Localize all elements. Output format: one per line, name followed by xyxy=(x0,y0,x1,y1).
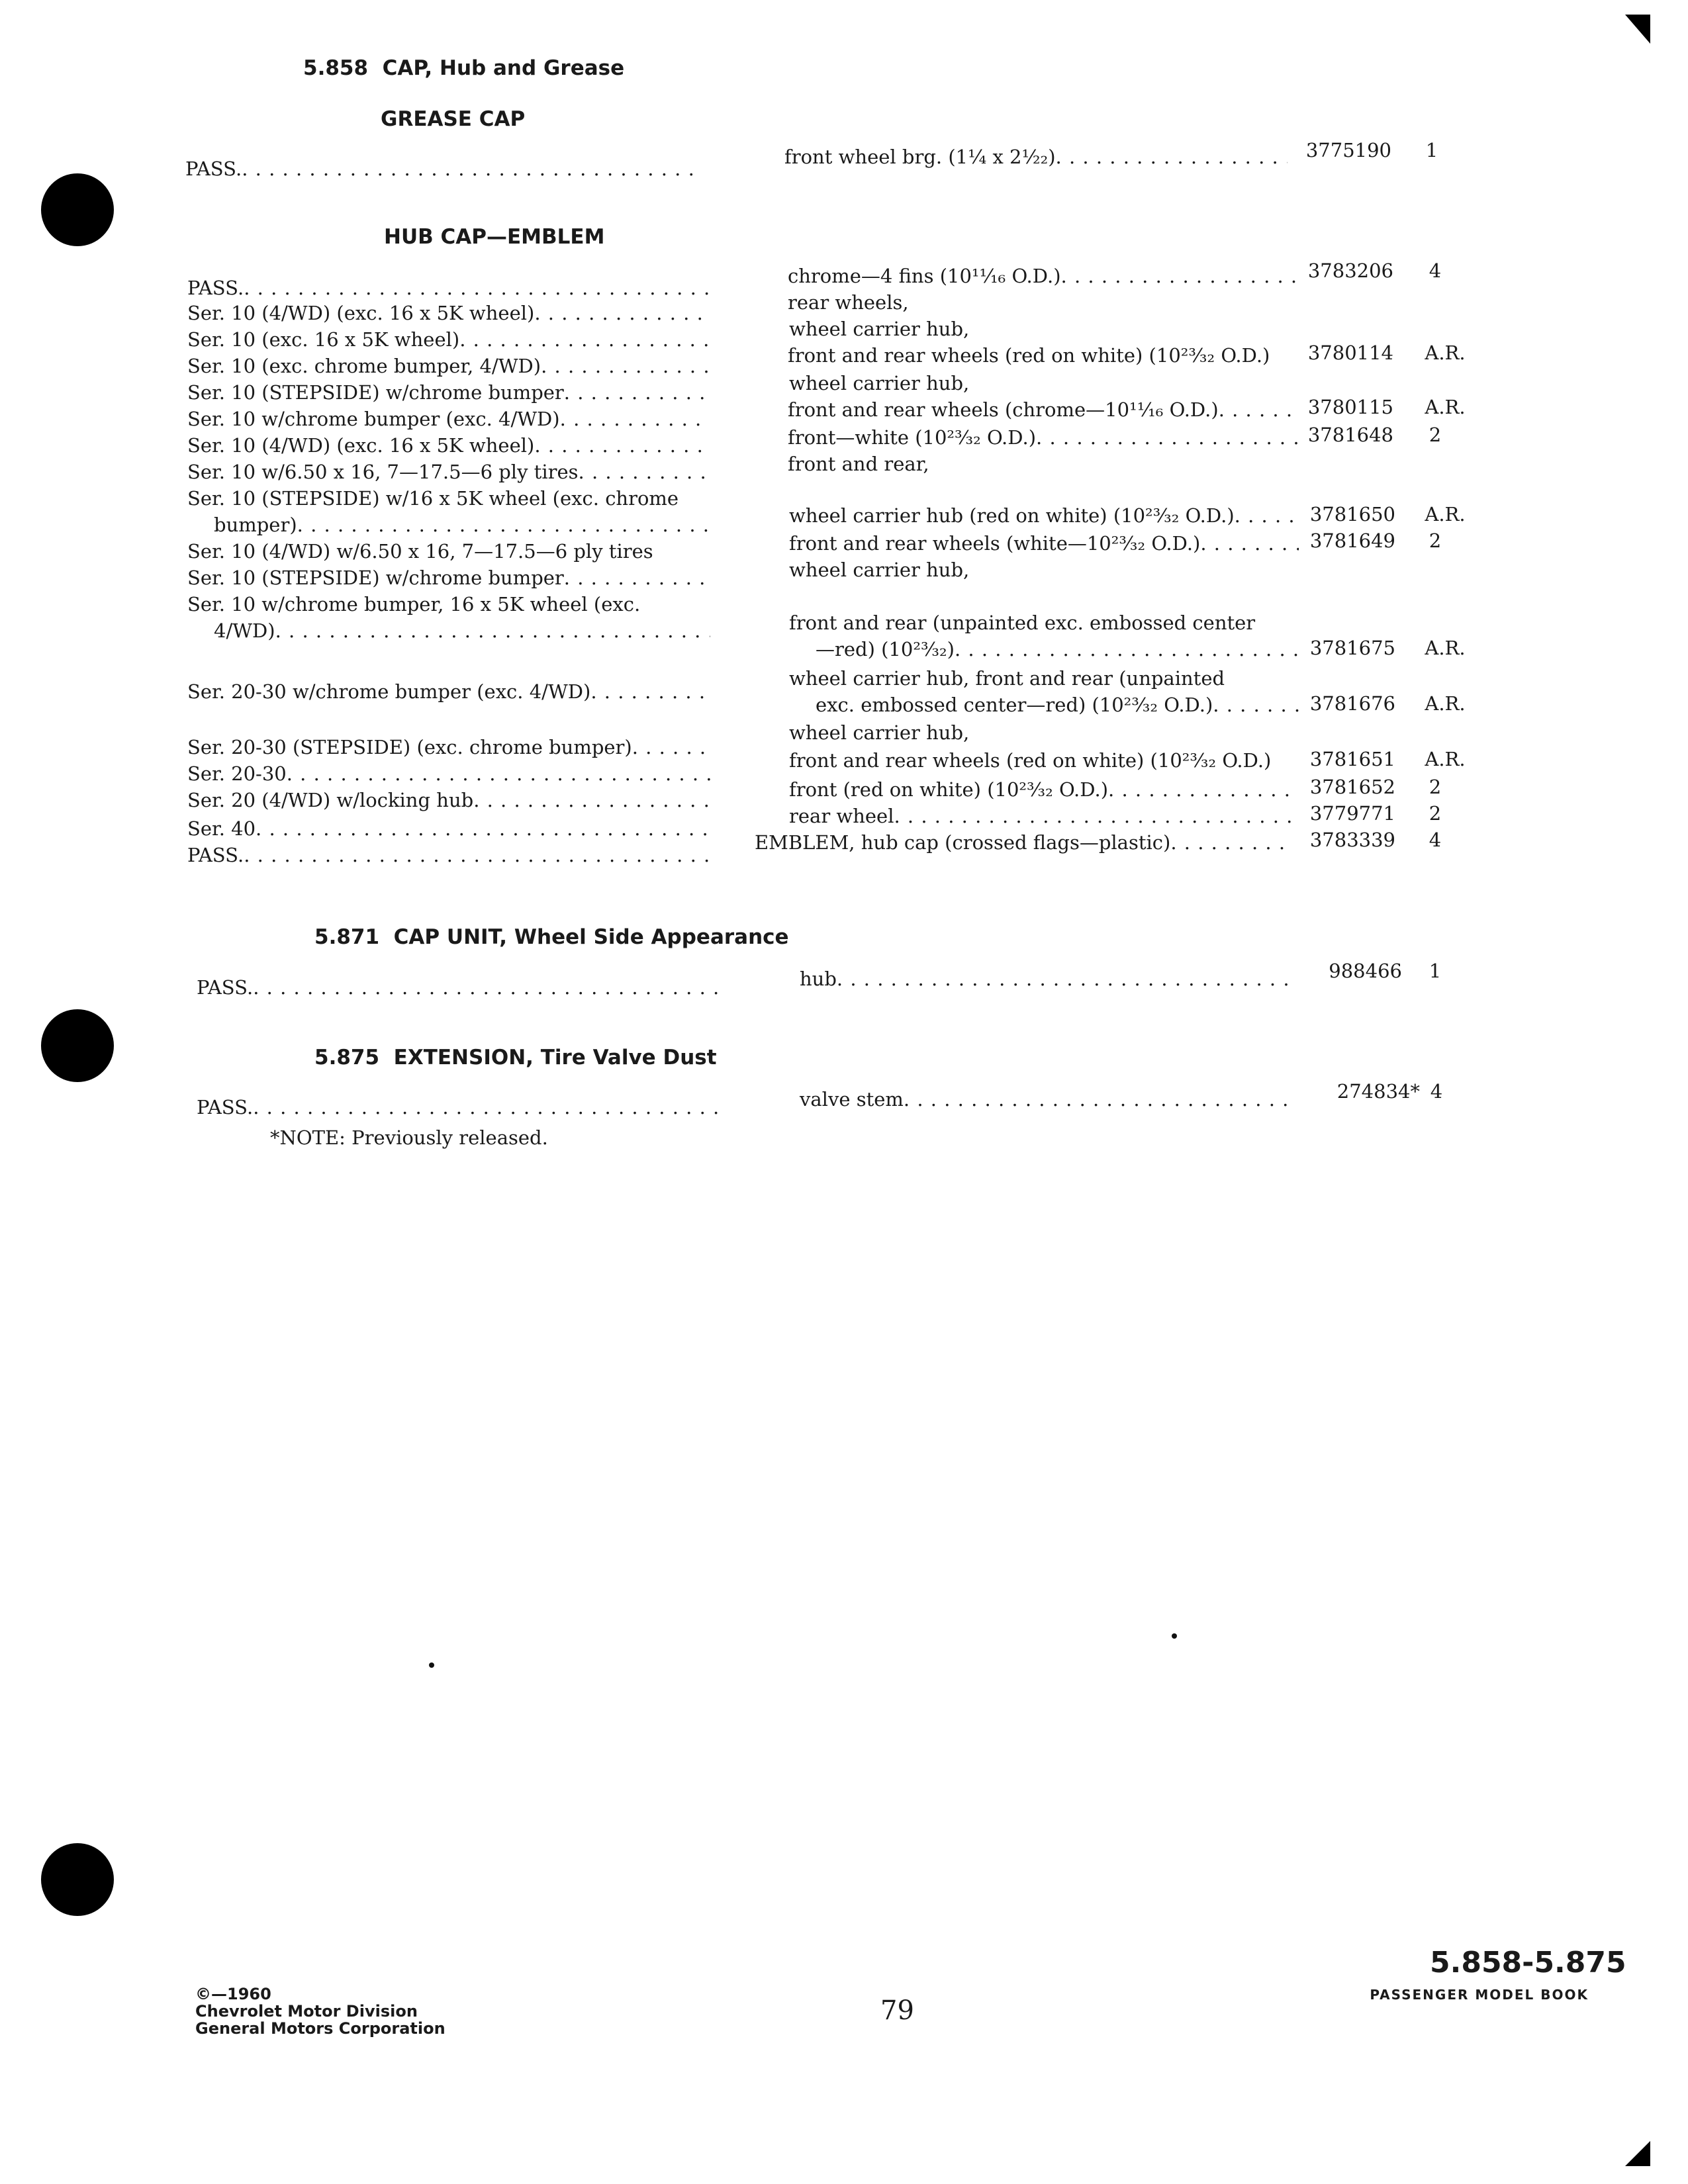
model-label: PASS. . . . xyxy=(187,844,710,866)
part-description: front and rear wheels (chrome—10¹¹⁄₁₆ O.D.) . . . xyxy=(788,398,1297,421)
book-title: PASSENGER MODEL BOOK xyxy=(1370,1987,1589,2003)
part-description: front and rear, xyxy=(788,453,929,475)
part-number: 3780115 xyxy=(1307,396,1393,418)
part-description: front and rear wheels (red on white) (10²³⁄₃₂ O.D.) xyxy=(788,344,1270,367)
model-label: Ser. 10 (4/WD) w/6.50 x 16, 7—17.5—6 ply tires xyxy=(187,540,653,563)
subsection-title: GREASE CAP xyxy=(381,107,526,131)
model-label: Ser. 10 w/chrome bumper (exc. 4/WD) . . . xyxy=(187,408,710,430)
part-quantity: 1 xyxy=(1425,139,1438,161)
part-quantity: A.R. xyxy=(1425,692,1466,715)
part-description: front and rear wheels (red on white) (10²³⁄₃₂ O.D.) xyxy=(789,749,1272,772)
part-quantity: A.R. xyxy=(1425,341,1466,364)
model-label: Ser. 10 (exc. 16 x 5K wheel) . . . xyxy=(187,328,710,351)
model-label: Ser. 40 . . . xyxy=(187,817,710,840)
section-heading xyxy=(314,925,789,949)
model-label: PASS. . . . xyxy=(185,158,702,180)
part-description: front (red on white) (10²³⁄₃₂ O.D.) . . . xyxy=(789,778,1299,801)
part-description: hub . . . xyxy=(800,968,1294,990)
part-quantity: A.R. xyxy=(1425,637,1466,659)
section-heading xyxy=(303,56,624,80)
binder-hole-middle xyxy=(41,1009,114,1082)
model-label: PASS. . . . xyxy=(187,277,710,299)
part-quantity: 2 xyxy=(1429,529,1442,552)
part-number: 3781651 xyxy=(1309,748,1395,770)
part-description-continued: exc. embossed center—red) (10²³⁄₃₂ O.D.) . . . xyxy=(816,694,1299,716)
part-description: front wheel brg. (1¼ x 2½₂) . . . xyxy=(784,146,1288,168)
part-quantity: 4 xyxy=(1430,1080,1443,1103)
section-title: EXTENSION, Tire Valve Dust xyxy=(393,1046,717,1069)
part-quantity: A.R. xyxy=(1425,748,1466,770)
section-number: 5.871 xyxy=(314,925,380,949)
part-number: 3781652 xyxy=(1309,776,1395,798)
part-number: 3783206 xyxy=(1307,259,1393,282)
model-label: Ser. 10 (exc. chrome bumper, 4/WD) . . . xyxy=(187,355,710,377)
part-description: front—white (10²³⁄₃₂ O.D.) . . . xyxy=(788,426,1297,449)
part-quantity: 2 xyxy=(1429,802,1442,825)
part-number: 3783339 xyxy=(1309,829,1395,851)
speck xyxy=(429,1662,434,1668)
part-quantity: 4 xyxy=(1429,829,1442,851)
model-label-continued: bumper) . . . xyxy=(214,514,710,536)
part-description: wheel carrier hub, front and rear (unpainted xyxy=(789,667,1225,690)
footnote: *NOTE: Previously released. xyxy=(270,1126,548,1149)
page-number: 79 xyxy=(880,1995,914,2026)
model-label: Ser. 20 (4/WD) w/locking hub . . . xyxy=(187,789,710,811)
part-description: wheel carrier hub, xyxy=(789,372,970,394)
model-label: Ser. 10 (STEPSIDE) w/16 x 5K wheel (exc. chrome xyxy=(187,487,679,510)
model-label: Ser. 20-30 (STEPSIDE) (exc. chrome bumper) . . . xyxy=(187,736,710,758)
part-number: 3781675 xyxy=(1309,637,1395,659)
model-label: Ser. 20-30 w/chrome bumper (exc. 4/WD) . . . xyxy=(187,680,710,703)
copyright: ©—1960 xyxy=(195,1985,271,2003)
speck xyxy=(1172,1633,1177,1639)
part-description: wheel carrier hub, xyxy=(789,721,970,744)
part-description: rear wheels, xyxy=(788,291,909,314)
model-label: Ser. 10 (STEPSIDE) w/chrome bumper . . . xyxy=(187,381,710,404)
part-number: 3781648 xyxy=(1307,424,1393,446)
part-description: front and rear wheels (white—10²³⁄₃₂ O.D.) . . . xyxy=(789,532,1299,555)
part-description: front and rear (unpainted exc. embossed center xyxy=(789,612,1256,634)
corner-mark-bottom-right-icon xyxy=(1625,2141,1652,2167)
model-label-continued: 4/WD) . . . xyxy=(214,619,710,642)
part-number: 3779771 xyxy=(1309,802,1395,825)
part-description: EMBLEM, hub cap (crossed flags—plastic) . . . xyxy=(755,831,1294,854)
part-number: 3781676 xyxy=(1309,692,1395,715)
part-quantity: 2 xyxy=(1429,776,1442,798)
section-number: 5.875 xyxy=(314,1046,380,1069)
part-quantity: A.R. xyxy=(1425,396,1466,418)
binder-hole-bottom xyxy=(41,1843,114,1916)
part-quantity: A.R. xyxy=(1425,503,1466,525)
section-title: CAP UNIT, Wheel Side Appearance xyxy=(393,925,789,949)
model-label: Ser. 20-30 . . . xyxy=(187,762,710,785)
part-quantity: 4 xyxy=(1429,259,1442,282)
part-number: 274834* xyxy=(1336,1080,1420,1103)
section-range: 5.858-5.875 xyxy=(1430,1946,1626,1979)
part-description: wheel carrier hub, xyxy=(789,559,970,581)
part-quantity: 1 xyxy=(1429,960,1442,982)
model-label: Ser. 10 (4/WD) (exc. 16 x 5K wheel) . . . xyxy=(187,434,710,457)
corner-mark-top-right-icon xyxy=(1625,15,1652,44)
model-label: Ser. 10 w/6.50 x 16, 7—17.5—6 ply tires . . . xyxy=(187,461,710,483)
model-label: Ser. 10 w/chrome bumper, 16 x 5K wheel (exc. xyxy=(187,593,641,615)
division-name: Chevrolet Motor Division xyxy=(195,2002,418,2021)
part-number: 3775190 xyxy=(1305,139,1391,161)
part-number: 3780114 xyxy=(1307,341,1393,364)
model-label: Ser. 10 (STEPSIDE) w/chrome bumper . . . xyxy=(187,567,710,589)
part-number: 3781649 xyxy=(1309,529,1395,552)
section-number: 5.858 xyxy=(303,56,369,80)
part-quantity: 2 xyxy=(1429,424,1442,446)
section-heading xyxy=(314,1046,717,1069)
section-title: CAP, Hub and Grease xyxy=(382,56,625,80)
part-number: 988466 xyxy=(1329,960,1402,982)
binder-hole-top xyxy=(41,173,114,246)
part-description: wheel carrier hub, xyxy=(789,318,970,340)
part-description: wheel carrier hub (red on white) (10²³⁄₃₂ O.D.) . . . xyxy=(789,504,1299,527)
part-description-continued: —red) (10²³⁄₃₂) . . . xyxy=(816,638,1299,660)
model-label: Ser. 10 (4/WD) (exc. 16 x 5K wheel) . . . xyxy=(187,302,710,324)
part-description: rear wheel . . . xyxy=(789,805,1299,827)
model-label: PASS. . . . xyxy=(197,1096,720,1118)
corporation-name: General Motors Corporation xyxy=(195,2019,445,2038)
part-number: 3781650 xyxy=(1309,503,1395,525)
part-description: chrome—4 fins (10¹¹⁄₁₆ O.D.) . . . xyxy=(788,265,1297,287)
part-description: valve stem . . . xyxy=(800,1088,1294,1111)
subsection-title: HUB CAP—EMBLEM xyxy=(384,225,605,249)
model-label: PASS. . . . xyxy=(197,976,720,999)
